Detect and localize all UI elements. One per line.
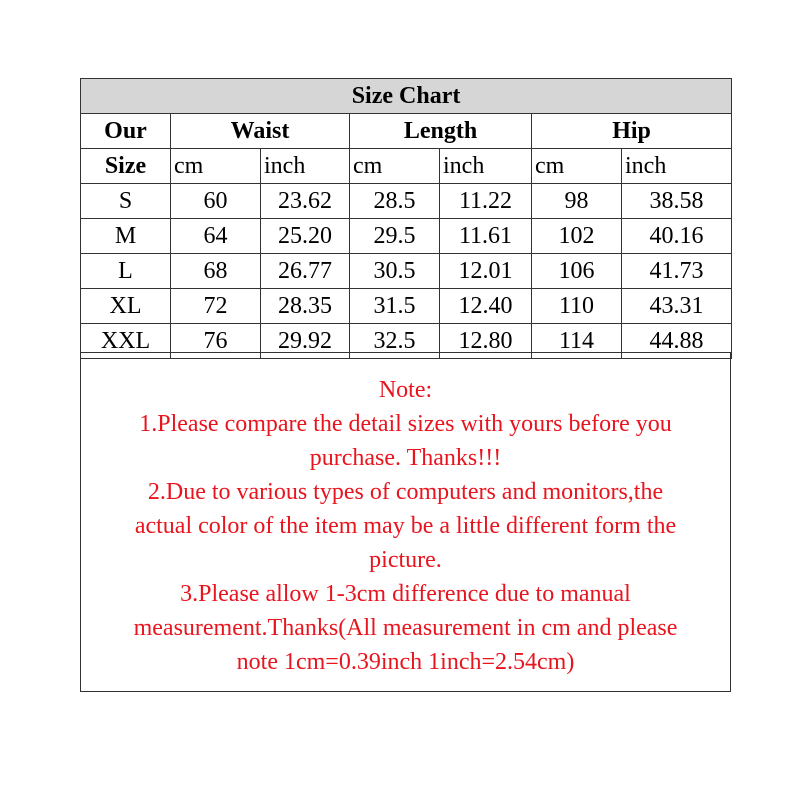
hip-cm-cell: 98: [532, 184, 622, 219]
waist-cm-unit: cm: [171, 149, 261, 184]
hip-cm-cell: 102: [532, 219, 622, 254]
length-cm-cell: 28.5: [350, 184, 440, 219]
size-cell: M: [81, 219, 171, 254]
waist-cm-cell: 76: [171, 324, 261, 359]
hip-cm-cell: 114: [532, 324, 622, 359]
waist-cm-cell: 72: [171, 289, 261, 324]
note-heading: Note:: [378, 377, 433, 403]
size-cell: XXL: [81, 324, 171, 359]
waist-inch-cell: 23.62: [261, 184, 350, 219]
hip-inch-cell: 38.58: [622, 184, 732, 219]
notes-content: [81, 353, 730, 679]
our-label: Our: [81, 114, 171, 149]
note-line: 1.Please compare the detail sizes with yours before you: [139, 411, 672, 437]
unit-row: [81, 149, 732, 184]
waist-cm-cell: 68: [171, 254, 261, 289]
hip-header: Hip: [532, 114, 732, 149]
table-row: [81, 254, 732, 289]
waist-inch-cell: 26.77: [261, 254, 350, 289]
length-cm-unit: cm: [350, 149, 440, 184]
length-inch-cell: 12.40: [440, 289, 532, 324]
size-label: Size: [81, 149, 171, 184]
waist-header: Waist: [171, 114, 350, 149]
waist-inch-unit: inch: [261, 149, 350, 184]
hip-cm-cell: 110: [532, 289, 622, 324]
length-inch-cell: 12.80: [440, 324, 532, 359]
length-cm-cell: 31.5: [350, 289, 440, 324]
length-inch-cell: 12.01: [440, 254, 532, 289]
waist-inch-cell: 25.20: [261, 219, 350, 254]
hip-inch-cell: 40.16: [622, 219, 732, 254]
hip-cm-cell: 106: [532, 254, 622, 289]
hip-inch-unit: inch: [622, 149, 732, 184]
size-cell: L: [81, 254, 171, 289]
waist-cm-cell: 60: [171, 184, 261, 219]
waist-cm-cell: 64: [171, 219, 261, 254]
length-cm-cell: 30.5: [350, 254, 440, 289]
length-header: Length: [350, 114, 532, 149]
note-line: 2.Due to various types of computers and monitors,the: [147, 479, 664, 505]
note-line: 3.Please allow 1-3cm difference due to manual: [180, 581, 631, 607]
note-line: actual color of the item may be a little different form the: [134, 513, 677, 539]
note-line: purchase. Thanks!!!: [309, 445, 502, 471]
note-line: measurement.Thanks(All measurement in cm and please: [133, 615, 678, 641]
length-inch-cell: 11.61: [440, 219, 532, 254]
hip-inch-cell: 44.88: [622, 324, 732, 359]
size-chart-table: [80, 78, 732, 359]
note-line: picture.: [369, 547, 442, 573]
length-inch-unit: inch: [440, 149, 532, 184]
hip-inch-cell: 43.31: [622, 289, 732, 324]
table-row: [81, 219, 732, 254]
table-title: Size Chart: [81, 79, 732, 114]
size-cell: XL: [81, 289, 171, 324]
length-inch-cell: 11.22: [440, 184, 532, 219]
length-cm-cell: 32.5: [350, 324, 440, 359]
table-row: [81, 184, 732, 219]
hip-cm-unit: cm: [532, 149, 622, 184]
waist-inch-cell: 29.92: [261, 324, 350, 359]
table-row: [81, 289, 732, 324]
header-row: [81, 114, 732, 149]
note-line: note 1cm=0.39inch 1inch=2.54cm): [236, 649, 575, 675]
title-row: [81, 79, 732, 114]
waist-inch-cell: 28.35: [261, 289, 350, 324]
size-cell: S: [81, 184, 171, 219]
notes-box: [80, 352, 731, 692]
length-cm-cell: 29.5: [350, 219, 440, 254]
hip-inch-cell: 41.73: [622, 254, 732, 289]
